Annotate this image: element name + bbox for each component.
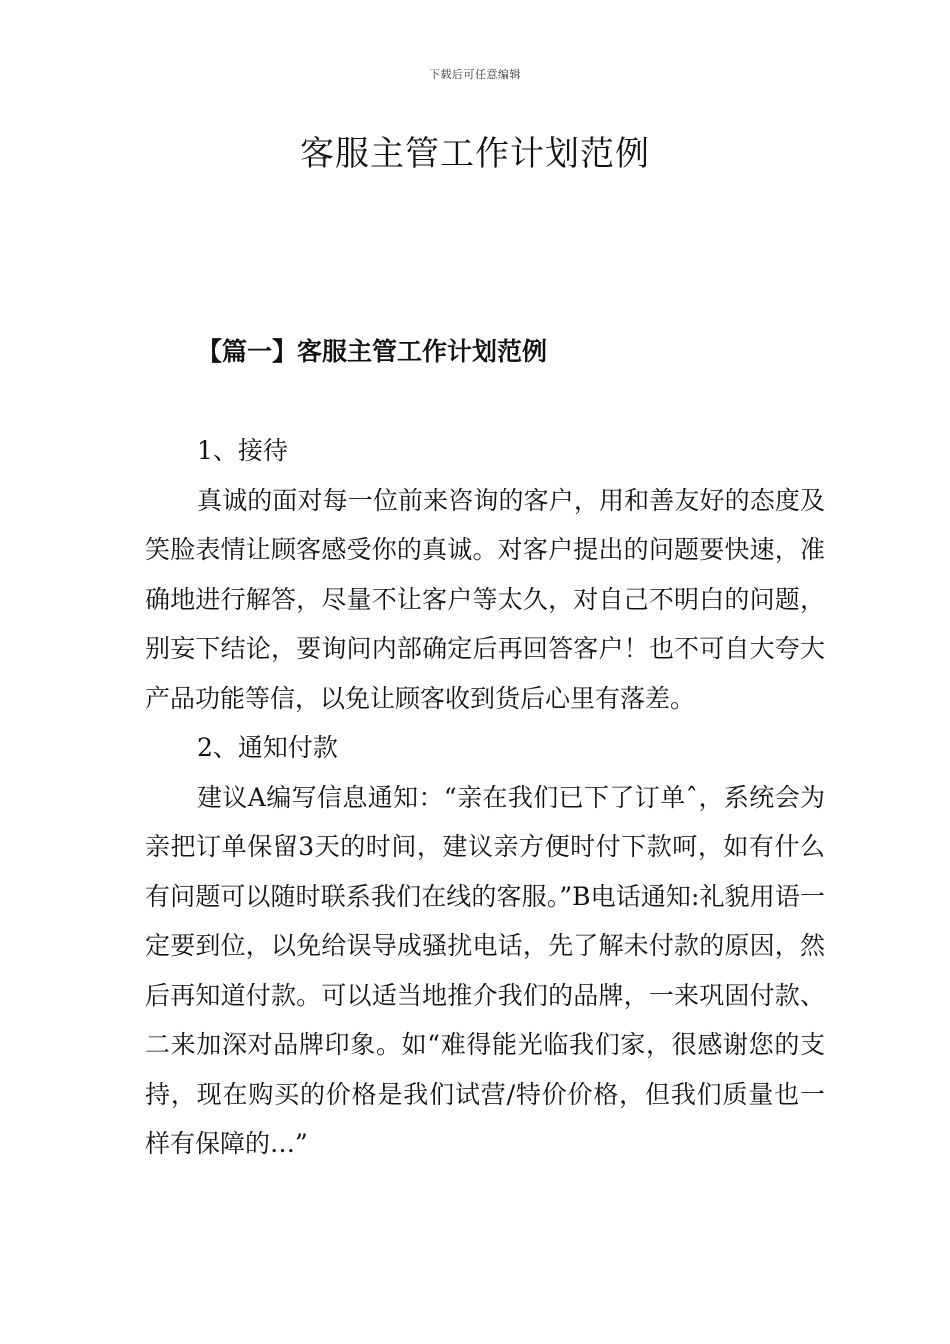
item-heading-payment-notice: 2、通知付款 (197, 733, 338, 762)
paragraph-payment-notice: 建议A编写信息通知：“亲在我们已下了订单ˆ，系统会为亲把订单保留3天的时间，建议亲方便时付下款呵，如有什么有问题可以随时联系我们在线的客服。”B电话通知:礼貌用语一定要到位，以免给误导成骚扰电话，先了解未付款的原因，然后再知道付款。可以适当地推介我们的品牌，一来巩固付款、二来加深对品牌印象。如“难得能光临我们家，很感谢您的支持，现在购买的价格是我们试营/特价价格，但我们质量也一样有保障的…” (145, 782, 825, 1158)
document-title: 客服主管工作计划范例 (300, 134, 650, 174)
header-note: 下载后可任意编辑 (429, 68, 521, 81)
section-heading: 【篇一】客服主管工作计划范例 (197, 337, 548, 366)
item-heading-reception: 1、接待 (197, 436, 288, 465)
paragraph-reception: 真诚的面对每一位前来咨询的客户，用和善友好的态度及笑脸表情让顾客感受你的真诚。对客户提出的问题要快速，准确地进行解答，尽量不让客户等太久，对自己不明白的问题，别妄下结论，要询问内部确定后再回答客户！也不可自大夸大产品功能等信，以免让顾客收到货后心里有落差。 (145, 485, 825, 713)
document-body (145, 426, 825, 1169)
